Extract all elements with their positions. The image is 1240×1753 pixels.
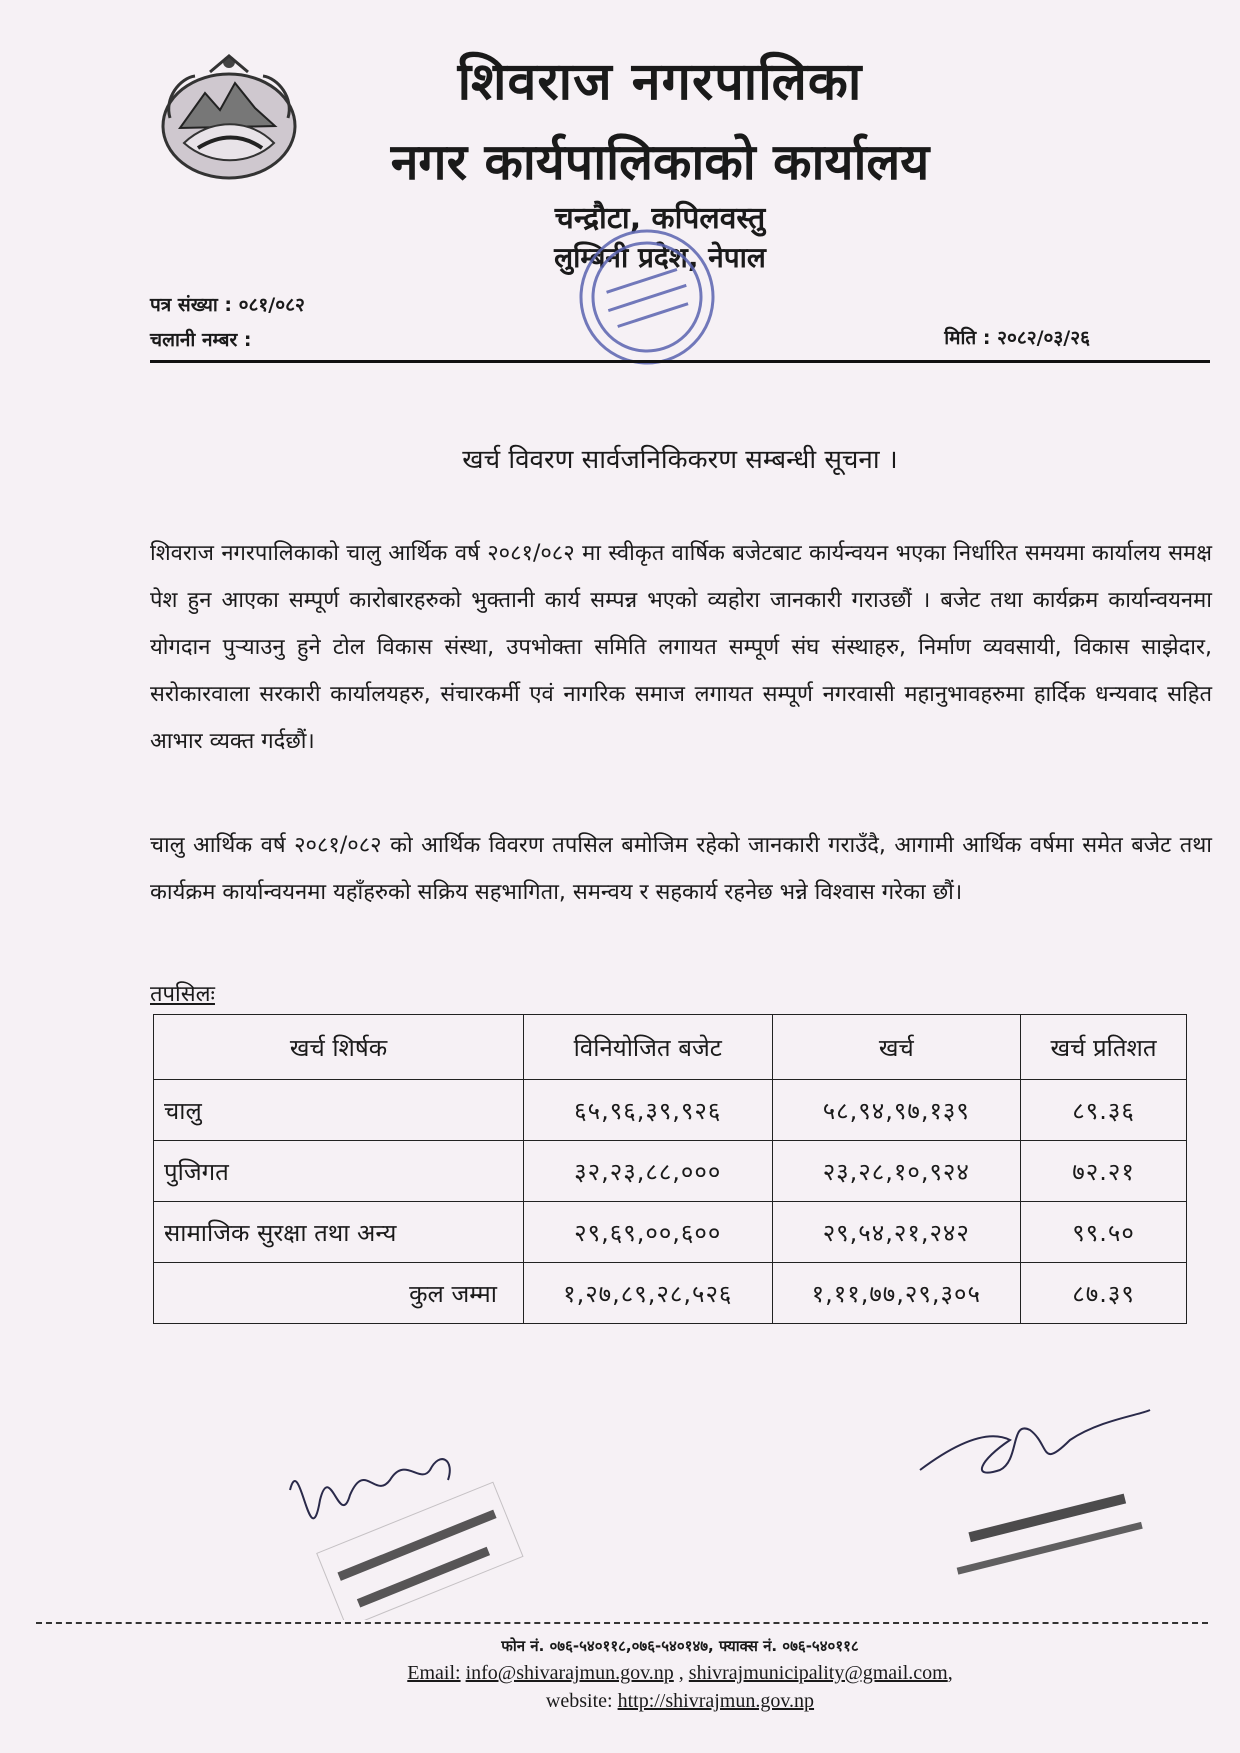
accounts-officer-signature [280, 1440, 530, 1620]
footer-phone: फोन नं. ०७६-५४०११८,०७६-५४०१४७, फ्याक्स नं. ०७६-५४०११८ [501, 1637, 859, 1655]
column-header: खर्च प्रतिशत [1021, 1015, 1187, 1080]
table-cell: २९,६९,००,६०० [524, 1202, 773, 1263]
date-label: मिति : [944, 327, 991, 349]
email-link-2[interactable]: shivrajmunicipality@gmail.com [688, 1662, 948, 1684]
table-cell: सामाजिक सुरक्षा तथा अन्य [154, 1202, 524, 1263]
letter-number-label: पत्र संख्या : [150, 294, 233, 316]
table-row [154, 1141, 1187, 1202]
column-header: खर्च [772, 1015, 1021, 1080]
table-cell: ५८,९४,९७,१३९ [772, 1080, 1021, 1141]
letter-number [150, 291, 305, 317]
office-name: नगर कार्यपालिकाको कार्यालय [390, 133, 930, 191]
address-line2: लुम्बिनी प्रदेश, नेपाल [554, 241, 766, 274]
email-link-1[interactable]: info@shivarajmun.gov.np [465, 1662, 674, 1684]
body-paragraph-2: चालु आर्थिक वर्ष २०८१/०८२ को आर्थिक विवरण तपसिल बमोजिम रहेको जानकारी गराउँदै, आगामी आर्थिक वर्षमा समेत बजेट तथा कार्यक्रम कार्यान्वयनमा यहाँहरुको सक्रिय सहभागिता, समन्वय र सहकार्य रहनेछ भन्ने विश्वास गरेका छौं। [150, 833, 1212, 905]
table-cell: ९९.५० [1021, 1202, 1187, 1263]
header-divider [150, 360, 1210, 363]
table-row [154, 1202, 1187, 1263]
table-cell: चालु [154, 1080, 524, 1141]
table-cell: ७२.२१ [1021, 1141, 1187, 1202]
footer-email: Email: info@shivarajmun.gov.np , shivrajmunicipality@gmail.com, [407, 1662, 953, 1684]
body-paragraph-1: शिवराज नगरपालिकाको चालु आर्थिक वर्ष २०८१/०८२ मा स्वीकृत वार्षिक बजेटबाट कार्यन्वयन भएका निर्धारित समयमा कार्यालय समक्ष पेश हुन आएका सम्पूर्ण कारोबारहरुको भुक्तानी कार्य सम्पन्न भएको व्यहोरा जानकारी गराउछौं । बजेट तथा कार्यक्रम कार्यान्वयनमा योगदान पुऱ्याउनु हुने टोल विकास संस्था, उपभोक्ता समिति लगायत सम्पूर्ण संघ संस्थाहरु, निर्माण व्यवसायी, विकास साझेदार, सरोकारवाला सरकारी कार्यालयहरु, संचारकर्मी एवं नागरिक समाज लगायत सम्पूर्ण नगरवासी महानुभावहरुमा हार्दिक धन्यवाद सहित आभार व्यक्त गर्दछौं। [150, 541, 1212, 754]
nepal-emblem-icon [150, 48, 308, 188]
total-budget: १,२७,८९,२८,५२६ [524, 1263, 773, 1324]
table-cell: ३२,२३,८८,००० [524, 1141, 773, 1202]
municipality-name: शिवराज नगरपालिका [457, 52, 863, 112]
table-header-row [154, 1015, 1187, 1080]
table-cell: पुजिगत [154, 1141, 524, 1202]
table-caption: तपसिलः [150, 982, 215, 1007]
notice-subject: खर्च विवरण सार्वजनिकिकरण सम्बन्धी सूचना । [462, 445, 898, 475]
address-line1: चन्द्रौटा, कपिलवस्तु [554, 201, 766, 236]
email-label: Email: [407, 1662, 461, 1684]
footer-divider [36, 1622, 1208, 1624]
office-seal-stamp [572, 222, 722, 372]
table-cell: ८९.३६ [1021, 1080, 1187, 1141]
website-link[interactable]: http://shivrajmun.gov.np [617, 1690, 815, 1712]
total-label: कुल जम्मा [154, 1263, 524, 1324]
total-expense: १,११,७७,२९,३०५ [772, 1263, 1021, 1324]
dispatch-number: चलानी नम्बर : [150, 329, 252, 351]
column-header: विनियोजित बजेट [524, 1015, 773, 1080]
expense-table [153, 1014, 1187, 1324]
website-label: website: [545, 1690, 613, 1712]
table-cell: २९,५४,२१,२४२ [772, 1202, 1021, 1263]
column-header: खर्च शिर्षक [154, 1015, 524, 1080]
table-total-row [154, 1263, 1187, 1324]
table-cell: २३,२८,१०,९२४ [772, 1141, 1021, 1202]
date-value: २०८२/०३/२६ [997, 327, 1090, 349]
letter-date [944, 324, 1090, 350]
table-cell: ६५,९६,३९,९२६ [524, 1080, 773, 1141]
footer-website [150, 1690, 1210, 1713]
letter-number-value: ०८१/०८२ [238, 294, 305, 316]
table-row [154, 1080, 1187, 1141]
chief-admin-signature [900, 1400, 1160, 1580]
total-percent: ८७.३९ [1021, 1263, 1187, 1324]
